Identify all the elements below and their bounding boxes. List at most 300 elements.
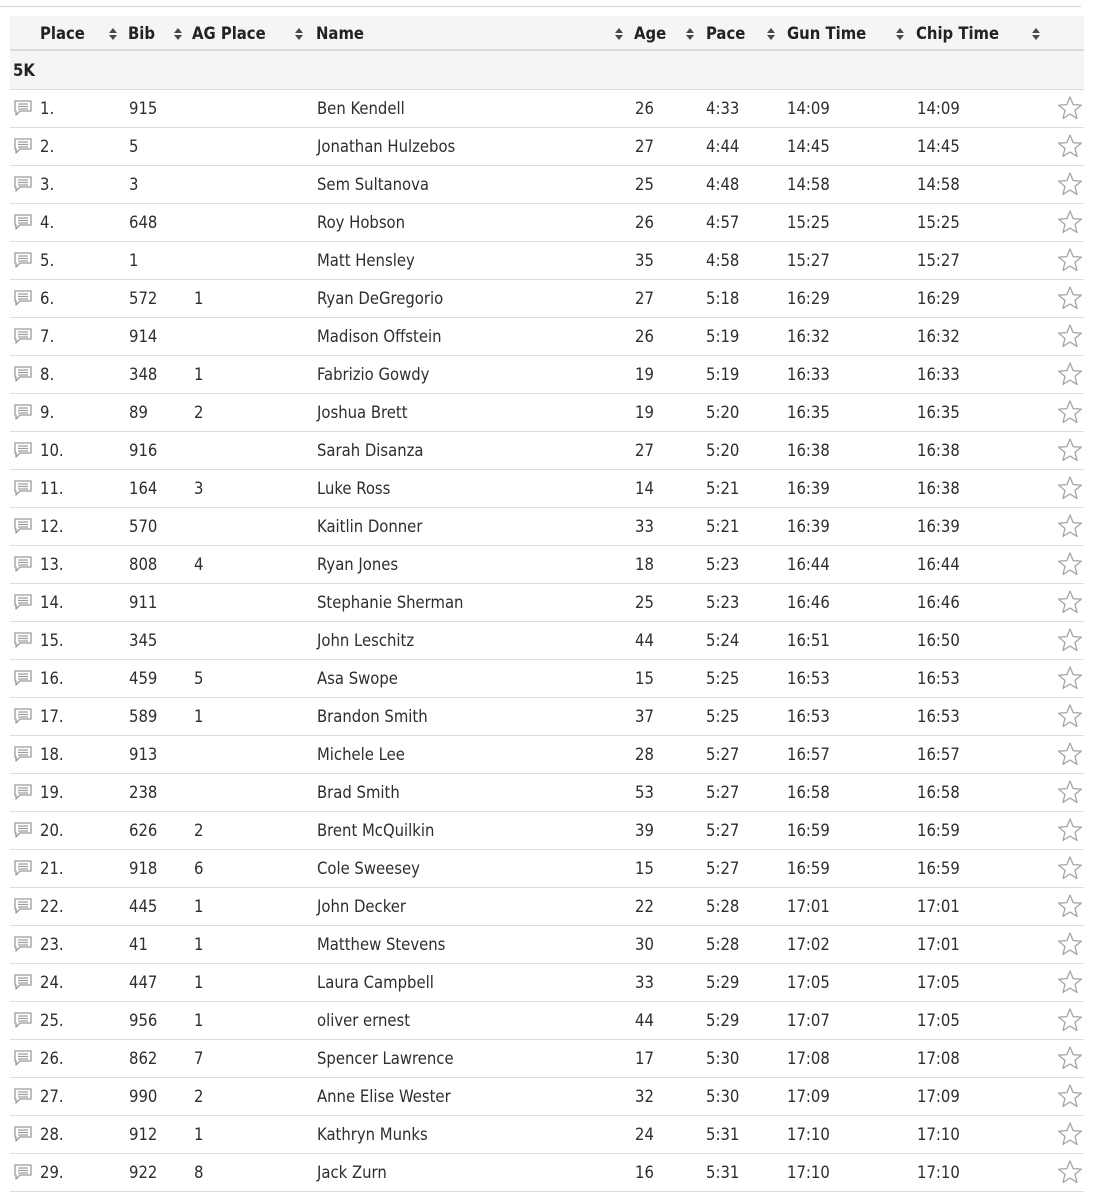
cell-name[interactable]: Spencer Lawrence bbox=[317, 1049, 454, 1068]
star-outline-icon[interactable] bbox=[1057, 437, 1083, 463]
cell-gun-time: 14:09 bbox=[787, 99, 830, 118]
cell-chip-time: 16:33 bbox=[917, 365, 960, 384]
cell-pace: 5:25 bbox=[706, 669, 740, 688]
table-row[interactable] bbox=[10, 204, 1084, 242]
comment-icon[interactable] bbox=[14, 328, 32, 344]
star-outline-icon[interactable] bbox=[1057, 551, 1083, 577]
comment-icon[interactable] bbox=[14, 860, 32, 876]
cell-chip-time: 16:59 bbox=[917, 859, 960, 878]
cell-pace: 5:31 bbox=[706, 1163, 740, 1182]
comment-icon[interactable] bbox=[14, 1088, 32, 1104]
cell-gun-time: 14:45 bbox=[787, 137, 830, 156]
cell-bib: 916 bbox=[129, 441, 158, 460]
comment-icon[interactable] bbox=[14, 176, 32, 192]
star-outline-icon[interactable] bbox=[1057, 665, 1083, 691]
comment-icon[interactable] bbox=[14, 100, 32, 116]
cell-ag-place: 2 bbox=[194, 1087, 204, 1106]
cell-bib: 5 bbox=[129, 137, 139, 156]
cell-gun-time: 16:53 bbox=[787, 669, 830, 688]
cell-gun-time: 16:35 bbox=[787, 403, 830, 422]
star-outline-icon[interactable] bbox=[1057, 1159, 1083, 1185]
cell-place: 14. bbox=[40, 593, 64, 612]
cell-gun-time: 16:44 bbox=[787, 555, 830, 574]
cell-age: 44 bbox=[635, 631, 654, 650]
table-header bbox=[10, 16, 1084, 51]
sort-arrows-icon[interactable] bbox=[294, 28, 304, 42]
cell-ag-place: 1 bbox=[194, 897, 204, 916]
comment-icon[interactable] bbox=[14, 252, 32, 268]
star-outline-icon[interactable] bbox=[1057, 969, 1083, 995]
cell-pace: 4:33 bbox=[706, 99, 740, 118]
cell-gun-time: 15:25 bbox=[787, 213, 830, 232]
comment-icon[interactable] bbox=[14, 1012, 32, 1028]
cell-gun-time: 16:39 bbox=[787, 517, 830, 536]
cell-ag-place: 1 bbox=[194, 1125, 204, 1144]
star-outline-icon[interactable] bbox=[1057, 209, 1083, 235]
table-row[interactable] bbox=[10, 90, 1084, 128]
star-outline-icon[interactable] bbox=[1057, 703, 1083, 729]
cell-ag-place: 7 bbox=[194, 1049, 204, 1068]
cell-place: 6. bbox=[40, 289, 55, 308]
cell-pace: 4:44 bbox=[706, 137, 740, 156]
results-table bbox=[10, 16, 1084, 1192]
cell-bib: 164 bbox=[129, 479, 158, 498]
cell-place: 19. bbox=[40, 783, 64, 802]
cell-chip-time: 16:50 bbox=[917, 631, 960, 650]
table-row[interactable] bbox=[10, 356, 1084, 394]
table-row[interactable] bbox=[10, 774, 1084, 812]
table-row[interactable] bbox=[10, 1116, 1084, 1154]
cell-bib: 572 bbox=[129, 289, 158, 308]
comment-icon[interactable] bbox=[14, 518, 32, 534]
cell-chip-time: 17:01 bbox=[917, 935, 960, 954]
cell-place: 17. bbox=[40, 707, 64, 726]
cell-place: 26. bbox=[40, 1049, 64, 1068]
comment-icon[interactable] bbox=[14, 670, 32, 686]
cell-name[interactable]: Kathryn Munks bbox=[317, 1125, 428, 1144]
cell-ag-place: 8 bbox=[194, 1163, 204, 1182]
star-outline-icon[interactable] bbox=[1057, 779, 1083, 805]
star-outline-icon[interactable] bbox=[1057, 323, 1083, 349]
cell-chip-time: 16:29 bbox=[917, 289, 960, 308]
cell-pace: 5:20 bbox=[706, 403, 740, 422]
cell-pace: 5:23 bbox=[706, 555, 740, 574]
cell-bib: 459 bbox=[129, 669, 158, 688]
cell-place: 8. bbox=[40, 365, 55, 384]
cell-chip-time: 15:25 bbox=[917, 213, 960, 232]
cell-place: 2. bbox=[40, 137, 55, 156]
table-row[interactable] bbox=[10, 432, 1084, 470]
cell-chip-time: 16:58 bbox=[917, 783, 960, 802]
cell-name[interactable]: Laura Campbell bbox=[317, 973, 434, 992]
cell-pace: 5:31 bbox=[706, 1125, 740, 1144]
cell-name[interactable]: Joshua Brett bbox=[317, 403, 408, 422]
cell-age: 15 bbox=[635, 859, 654, 878]
cell-pace: 5:27 bbox=[706, 859, 740, 878]
star-outline-icon[interactable] bbox=[1057, 893, 1083, 919]
sort-arrows-icon[interactable] bbox=[173, 28, 183, 42]
header-gun-time[interactable]: Gun Time bbox=[787, 24, 867, 43]
star-outline-icon[interactable] bbox=[1057, 1007, 1083, 1033]
cell-bib: 918 bbox=[129, 859, 158, 878]
header-place[interactable]: Place bbox=[40, 24, 85, 43]
cell-gun-time: 16:39 bbox=[787, 479, 830, 498]
comment-icon[interactable] bbox=[14, 822, 32, 838]
cell-bib: 648 bbox=[129, 213, 158, 232]
star-outline-icon[interactable] bbox=[1057, 247, 1083, 273]
cell-bib: 589 bbox=[129, 707, 158, 726]
table-row[interactable] bbox=[10, 584, 1084, 622]
cell-bib: 808 bbox=[129, 555, 158, 574]
cell-chip-time: 16:38 bbox=[917, 441, 960, 460]
cell-bib: 570 bbox=[129, 517, 158, 536]
table-row[interactable] bbox=[10, 242, 1084, 280]
cell-chip-time: 17:01 bbox=[917, 897, 960, 916]
cell-bib: 922 bbox=[129, 1163, 158, 1182]
cell-pace: 5:24 bbox=[706, 631, 740, 650]
cell-age: 15 bbox=[635, 669, 654, 688]
star-outline-icon[interactable] bbox=[1057, 1045, 1083, 1071]
cell-age: 18 bbox=[635, 555, 654, 574]
cell-place: 7. bbox=[40, 327, 55, 346]
cell-place: 22. bbox=[40, 897, 64, 916]
table-row[interactable] bbox=[10, 850, 1084, 888]
comment-icon[interactable] bbox=[14, 1050, 32, 1066]
cell-age: 35 bbox=[635, 251, 654, 270]
cell-place: 28. bbox=[40, 1125, 64, 1144]
table-row[interactable] bbox=[10, 926, 1084, 964]
cell-ag-place: 3 bbox=[194, 479, 204, 498]
cell-ag-place: 1 bbox=[194, 1011, 204, 1030]
cell-ag-place: 4 bbox=[194, 555, 204, 574]
cell-age: 14 bbox=[635, 479, 654, 498]
cell-place: 18. bbox=[40, 745, 64, 764]
cell-gun-time: 17:08 bbox=[787, 1049, 830, 1068]
table-row[interactable] bbox=[10, 508, 1084, 546]
cell-age: 25 bbox=[635, 175, 654, 194]
cell-place: 13. bbox=[40, 555, 64, 574]
cell-age: 53 bbox=[635, 783, 654, 802]
header-chip-time[interactable]: Chip Time bbox=[916, 24, 1000, 43]
star-outline-icon[interactable] bbox=[1057, 1121, 1083, 1147]
star-outline-icon[interactable] bbox=[1057, 855, 1083, 881]
comment-icon[interactable] bbox=[14, 708, 32, 724]
cell-pace: 5:19 bbox=[706, 365, 740, 384]
cell-name[interactable]: Jack Zurn bbox=[317, 1163, 387, 1182]
cell-chip-time: 16:44 bbox=[917, 555, 960, 574]
comment-icon[interactable] bbox=[14, 556, 32, 572]
cell-age: 26 bbox=[635, 99, 654, 118]
cell-pace: 5:28 bbox=[706, 897, 740, 916]
cell-place: 24. bbox=[40, 973, 64, 992]
cell-age: 25 bbox=[635, 593, 654, 612]
star-outline-icon[interactable] bbox=[1057, 589, 1083, 615]
comment-icon[interactable] bbox=[14, 632, 32, 648]
star-outline-icon[interactable] bbox=[1057, 513, 1083, 539]
sort-arrows-icon[interactable] bbox=[614, 28, 624, 42]
comment-icon[interactable] bbox=[14, 898, 32, 914]
header-pace[interactable]: Pace bbox=[706, 24, 746, 43]
cell-name[interactable]: Anne Elise Wester bbox=[317, 1087, 451, 1106]
cell-bib: 862 bbox=[129, 1049, 158, 1068]
cell-place: 9. bbox=[40, 403, 55, 422]
cell-gun-time: 16:58 bbox=[787, 783, 830, 802]
cell-age: 17 bbox=[635, 1049, 654, 1068]
star-outline-icon[interactable] bbox=[1057, 361, 1083, 387]
table-row[interactable] bbox=[10, 1154, 1084, 1192]
cell-name[interactable]: Madison Offstein bbox=[317, 327, 442, 346]
cell-chip-time: 16:38 bbox=[917, 479, 960, 498]
cell-pace: 5:28 bbox=[706, 935, 740, 954]
cell-gun-time: 15:27 bbox=[787, 251, 830, 270]
table-row[interactable] bbox=[10, 736, 1084, 774]
cell-chip-time: 16:53 bbox=[917, 707, 960, 726]
cell-age: 33 bbox=[635, 517, 654, 536]
header-age[interactable]: Age bbox=[634, 24, 667, 43]
cell-place: 15. bbox=[40, 631, 64, 650]
cell-name[interactable]: Roy Hobson bbox=[317, 213, 406, 232]
header-bib[interactable]: Bib bbox=[128, 24, 156, 43]
cell-chip-time: 17:08 bbox=[917, 1049, 960, 1068]
cell-ag-place: 1 bbox=[194, 707, 204, 726]
cell-name[interactable]: Brandon Smith bbox=[317, 707, 428, 726]
cell-chip-time: 15:27 bbox=[917, 251, 960, 270]
table-row[interactable] bbox=[10, 318, 1084, 356]
cell-chip-time: 17:05 bbox=[917, 973, 960, 992]
star-outline-icon[interactable] bbox=[1057, 741, 1083, 767]
cell-bib: 626 bbox=[129, 821, 158, 840]
cell-gun-time: 17:01 bbox=[787, 897, 830, 916]
cell-name[interactable]: Luke Ross bbox=[317, 479, 391, 498]
cell-age: 24 bbox=[635, 1125, 654, 1144]
star-outline-icon[interactable] bbox=[1057, 1083, 1083, 1109]
sort-arrows-icon[interactable] bbox=[766, 28, 776, 42]
cell-pace: 5:20 bbox=[706, 441, 740, 460]
cell-age: 26 bbox=[635, 327, 654, 346]
cell-gun-time: 16:29 bbox=[787, 289, 830, 308]
header-ag-place[interactable]: AG Place bbox=[192, 24, 266, 43]
cell-pace: 5:27 bbox=[706, 821, 740, 840]
comment-icon[interactable] bbox=[14, 784, 32, 800]
table-row[interactable] bbox=[10, 888, 1084, 926]
cell-pace: 5:30 bbox=[706, 1087, 740, 1106]
cell-place: 21. bbox=[40, 859, 64, 878]
cell-age: 19 bbox=[635, 365, 654, 384]
cell-ag-place: 2 bbox=[194, 821, 204, 840]
cell-ag-place: 6 bbox=[194, 859, 204, 878]
comment-icon[interactable] bbox=[14, 366, 32, 382]
cell-age: 27 bbox=[635, 137, 654, 156]
star-outline-icon[interactable] bbox=[1057, 285, 1083, 311]
table-row[interactable] bbox=[10, 1040, 1084, 1078]
cell-bib: 89 bbox=[129, 403, 148, 422]
cell-place: 3. bbox=[40, 175, 55, 194]
cell-name[interactable]: Brad Smith bbox=[317, 783, 400, 802]
cell-bib: 956 bbox=[129, 1011, 158, 1030]
cell-gun-time: 17:10 bbox=[787, 1125, 830, 1144]
comment-icon[interactable] bbox=[14, 746, 32, 762]
cell-name[interactable]: Sem Sultanova bbox=[317, 175, 429, 194]
cell-name[interactable]: Stephanie Sherman bbox=[317, 593, 464, 612]
cell-bib: 912 bbox=[129, 1125, 158, 1144]
page-top-divider bbox=[0, 0, 1081, 7]
cell-gun-time: 16:59 bbox=[787, 821, 830, 840]
cell-place: 16. bbox=[40, 669, 64, 688]
comment-icon[interactable] bbox=[14, 936, 32, 952]
cell-place: 10. bbox=[40, 441, 64, 460]
cell-pace: 5:30 bbox=[706, 1049, 740, 1068]
cell-place: 20. bbox=[40, 821, 64, 840]
star-outline-icon[interactable] bbox=[1057, 475, 1083, 501]
sort-arrows-icon[interactable] bbox=[685, 28, 695, 42]
table-row[interactable] bbox=[10, 166, 1084, 204]
table-row[interactable] bbox=[10, 394, 1084, 432]
cell-pace: 5:18 bbox=[706, 289, 740, 308]
table-row[interactable] bbox=[10, 470, 1084, 508]
cell-gun-time: 16:53 bbox=[787, 707, 830, 726]
table-row[interactable] bbox=[10, 812, 1084, 850]
cell-pace: 4:58 bbox=[706, 251, 740, 270]
star-outline-icon[interactable] bbox=[1057, 817, 1083, 843]
cell-name[interactable]: Cole Sweesey bbox=[317, 859, 420, 878]
cell-bib: 445 bbox=[129, 897, 158, 916]
cell-bib: 238 bbox=[129, 783, 158, 802]
cell-bib: 41 bbox=[129, 935, 148, 954]
comment-icon[interactable] bbox=[14, 1164, 32, 1180]
table-row[interactable] bbox=[10, 1078, 1084, 1116]
cell-bib: 348 bbox=[129, 365, 158, 384]
cell-ag-place: 1 bbox=[194, 289, 204, 308]
cell-pace: 5:21 bbox=[706, 479, 740, 498]
cell-chip-time: 17:05 bbox=[917, 1011, 960, 1030]
cell-chip-time: 14:58 bbox=[917, 175, 960, 194]
cell-pace: 4:57 bbox=[706, 213, 740, 232]
cell-place: 1. bbox=[40, 99, 55, 118]
cell-age: 22 bbox=[635, 897, 654, 916]
cell-place: 11. bbox=[40, 479, 64, 498]
cell-place: 27. bbox=[40, 1087, 64, 1106]
cell-ag-place: 1 bbox=[194, 973, 204, 992]
cell-ag-place: 5 bbox=[194, 669, 204, 688]
cell-ag-place: 1 bbox=[194, 365, 204, 384]
cell-bib: 915 bbox=[129, 99, 158, 118]
cell-chip-time: 16:59 bbox=[917, 821, 960, 840]
cell-age: 27 bbox=[635, 289, 654, 308]
sort-arrows-icon[interactable] bbox=[108, 28, 118, 42]
cell-gun-time: 16:46 bbox=[787, 593, 830, 612]
cell-chip-time: 16:53 bbox=[917, 669, 960, 688]
star-outline-icon[interactable] bbox=[1057, 931, 1083, 957]
cell-age: 44 bbox=[635, 1011, 654, 1030]
cell-gun-time: 16:51 bbox=[787, 631, 830, 650]
cell-gun-time: 16:33 bbox=[787, 365, 830, 384]
table-row[interactable] bbox=[10, 964, 1084, 1002]
cell-name[interactable]: Ryan Jones bbox=[317, 555, 399, 574]
cell-chip-time: 17:10 bbox=[917, 1125, 960, 1144]
cell-gun-time: 17:05 bbox=[787, 973, 830, 992]
sort-arrows-icon[interactable] bbox=[1031, 28, 1041, 42]
cell-name[interactable]: Kaitlin Donner bbox=[317, 517, 423, 536]
cell-pace: 5:25 bbox=[706, 707, 740, 726]
cell-name[interactable]: John Decker bbox=[317, 897, 406, 916]
cell-name[interactable]: Fabrizio Gowdy bbox=[317, 365, 430, 384]
cell-place: 25. bbox=[40, 1011, 64, 1030]
comment-icon[interactable] bbox=[14, 214, 32, 230]
cell-name[interactable]: Sarah Disanza bbox=[317, 441, 424, 460]
cell-name[interactable]: Ryan DeGregorio bbox=[317, 289, 444, 308]
cell-age: 33 bbox=[635, 973, 654, 992]
section-heading: 5K bbox=[10, 51, 1084, 90]
star-outline-icon[interactable] bbox=[1057, 627, 1083, 653]
sort-arrows-icon[interactable] bbox=[895, 28, 905, 42]
cell-place: 12. bbox=[40, 517, 64, 536]
comment-icon[interactable] bbox=[14, 290, 32, 306]
comment-icon[interactable] bbox=[14, 138, 32, 154]
cell-gun-time: 17:07 bbox=[787, 1011, 830, 1030]
cell-bib: 345 bbox=[129, 631, 158, 650]
table-row[interactable] bbox=[10, 128, 1084, 166]
comment-icon[interactable] bbox=[14, 404, 32, 420]
cell-chip-time: 16:39 bbox=[917, 517, 960, 536]
comment-icon[interactable] bbox=[14, 974, 32, 990]
cell-name[interactable]: Ben Kendell bbox=[317, 99, 405, 118]
cell-name[interactable]: Jonathan Hulzebos bbox=[317, 137, 456, 156]
star-outline-icon[interactable] bbox=[1057, 171, 1083, 197]
cell-age: 32 bbox=[635, 1087, 654, 1106]
table-row[interactable] bbox=[10, 280, 1084, 318]
table-row[interactable] bbox=[10, 622, 1084, 660]
cell-pace: 5:29 bbox=[706, 973, 740, 992]
cell-name[interactable]: Brent McQuilkin bbox=[317, 821, 435, 840]
cell-name[interactable]: Matthew Stevens bbox=[317, 935, 446, 954]
cell-pace: 5:19 bbox=[706, 327, 740, 346]
cell-age: 16 bbox=[635, 1163, 654, 1182]
cell-age: 26 bbox=[635, 213, 654, 232]
cell-name[interactable]: Asa Swope bbox=[317, 669, 398, 688]
cell-pace: 5:29 bbox=[706, 1011, 740, 1030]
cell-gun-time: 17:02 bbox=[787, 935, 830, 954]
cell-gun-time: 16:38 bbox=[787, 441, 830, 460]
comment-icon[interactable] bbox=[14, 594, 32, 610]
cell-gun-time: 16:32 bbox=[787, 327, 830, 346]
cell-chip-time: 14:09 bbox=[917, 99, 960, 118]
cell-chip-time: 16:35 bbox=[917, 403, 960, 422]
table-row[interactable] bbox=[10, 546, 1084, 584]
cell-name[interactable]: oliver ernest bbox=[317, 1011, 411, 1030]
table-row[interactable] bbox=[10, 660, 1084, 698]
cell-name[interactable]: John Leschitz bbox=[317, 631, 415, 650]
cell-name[interactable]: Michele Lee bbox=[317, 745, 405, 764]
star-outline-icon[interactable] bbox=[1057, 133, 1083, 159]
cell-bib: 1 bbox=[129, 251, 139, 270]
star-outline-icon[interactable] bbox=[1057, 399, 1083, 425]
cell-pace: 4:48 bbox=[706, 175, 740, 194]
cell-name[interactable]: Matt Hensley bbox=[317, 251, 415, 270]
cell-chip-time: 16:46 bbox=[917, 593, 960, 612]
header-name[interactable]: Name bbox=[316, 24, 364, 43]
table-row[interactable] bbox=[10, 698, 1084, 736]
cell-chip-time: 16:57 bbox=[917, 745, 960, 764]
cell-bib: 911 bbox=[129, 593, 158, 612]
cell-bib: 3 bbox=[129, 175, 139, 194]
cell-age: 39 bbox=[635, 821, 654, 840]
comment-icon[interactable] bbox=[14, 1126, 32, 1142]
star-outline-icon[interactable] bbox=[1057, 95, 1083, 121]
table-row[interactable] bbox=[10, 1002, 1084, 1040]
comment-icon[interactable] bbox=[14, 480, 32, 496]
results-rows bbox=[10, 90, 1084, 1192]
comment-icon[interactable] bbox=[14, 442, 32, 458]
